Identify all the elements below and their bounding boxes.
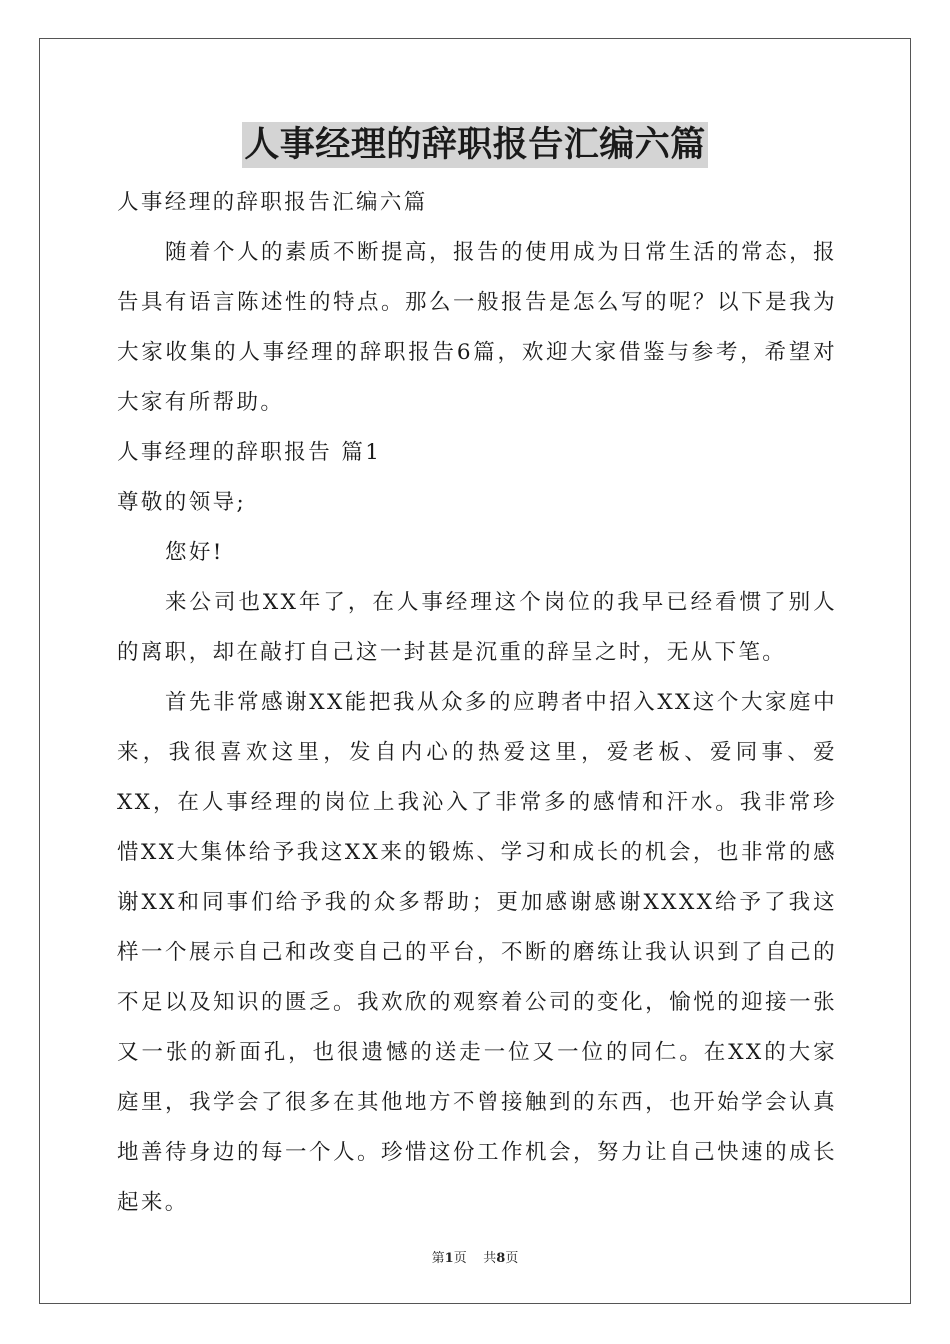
footer-page-prefix: 第 (431, 1251, 445, 1266)
footer-page-total: 8 (496, 1251, 506, 1266)
paragraph: 尊敬的领导; (117, 490, 247, 515)
paragraph: 人事经理的辞职报告汇编六篇 (117, 190, 428, 215)
footer-total-suffix: 页 (505, 1251, 519, 1266)
document-title (0, 122, 950, 168)
paragraph: 首先非常感谢XX能把我从众多的应聘者中招入XX这个大家庭中来，我很喜欢这里，发自内心的热爱这里，爱老板、爱同事、爱XX，在人事经理的岗位上我沁入了非常多的感情和汗水。我非常珍惜XX大集体给予我这XX来的锻炼、学习和成长的机会，也非常的感谢XX和同事们给予我的众多帮助；更加感谢感谢XXXX给予了我这样一个展示自己和改变自己的平台，不断的磨练让我认识到了自己的不足以及知识的匮乏。我欢欣的观察着公司的变化，愉悦的迎接一张又一张的新面孔，也很遗憾的送走一位又一位的同仁。在XX的大家庭里，我学会了很多在其他地方不曾接触到的东西，也开始学会认真地善待身边的每一个人。珍惜这份工作机会，努力让自己快速的成长起来。 (117, 690, 837, 1215)
document-title-text: 人事经理的辞职报告汇编六篇 (242, 122, 708, 168)
page-footer (0, 1247, 950, 1266)
paragraph: 您好! (165, 540, 224, 565)
footer-page-current: 1 (444, 1251, 454, 1266)
paragraph: 随着个人的素质不断提高，报告的使用成为日常生活的常态，报告具有语言陈述性的特点。那么一般报告是怎么写的呢？以下是我为大家收集的人事经理的辞职报告6篇，欢迎大家借鉴与参考，希望对大家有所帮助。 (117, 240, 837, 415)
paragraph: 人事经理的辞职报告 篇1 (117, 440, 382, 465)
paragraph: 来公司也XX年了，在人事经理这个岗位的我早已经看惯了别人的离职，却在敲打自己这一封甚是沉重的辞呈之时，无从下笔。 (117, 590, 837, 665)
footer-total-prefix: 共 (483, 1251, 497, 1266)
document-body (117, 178, 837, 1228)
footer-page-suffix: 页 (453, 1251, 467, 1266)
